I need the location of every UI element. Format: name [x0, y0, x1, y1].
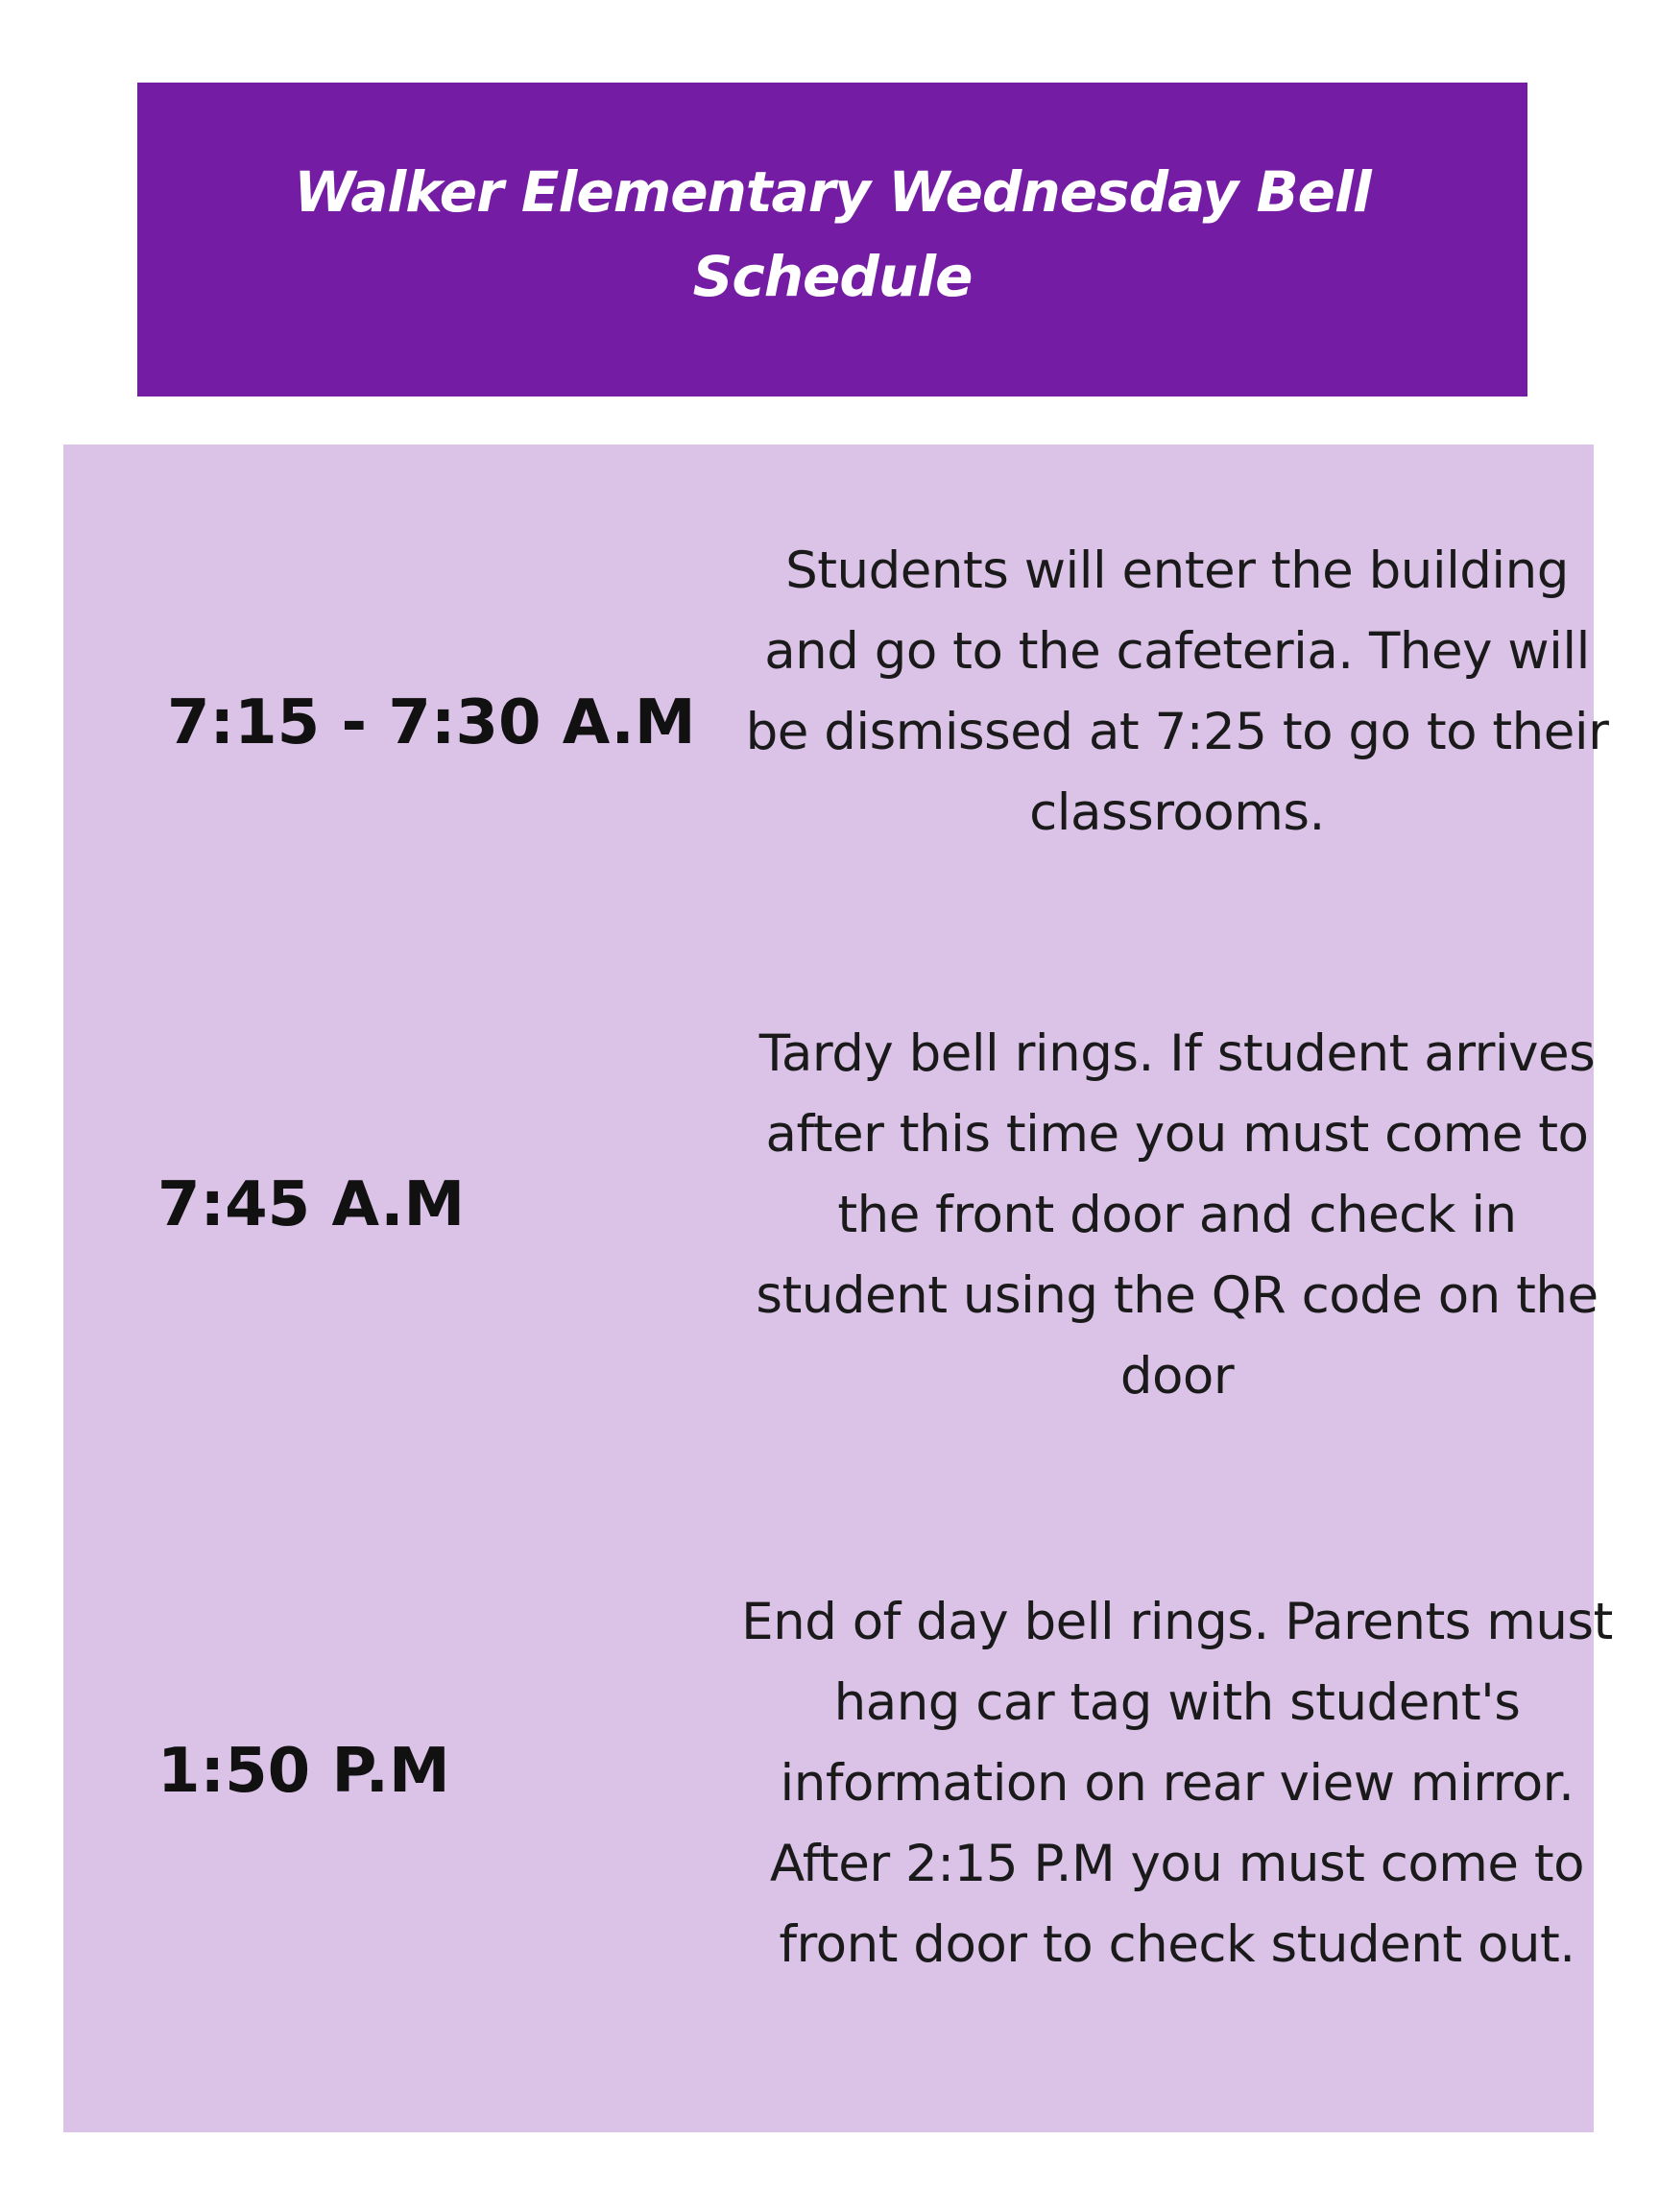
schedule-description: Tardy bell rings. If student arrives after this time you must come to the front door and check in student using the QR code on the door	[756, 1024, 1599, 1406]
schedule-description: Students will enter the building and go to the cafeteria. They will be dismissed at 7:25 to go to their classrooms.	[745, 541, 1609, 842]
schedule-time: 1:50 P.M	[157, 1736, 450, 1807]
schedule-panel	[63, 445, 1613, 2132]
schedule-time: 7:45 A.M	[157, 1169, 466, 1240]
header-banner	[137, 83, 1527, 397]
page-title: Walker Elementary Wednesday Bell Schedule	[294, 159, 1371, 309]
schedule-time: 7:15 - 7:30 A.M	[167, 687, 696, 758]
schedule-description: End of day bell rings. Parents must hang car tag with student's information on rear view mirror. After 2:15 P.M you must come to front door to check student out.	[741, 1593, 1613, 1974]
